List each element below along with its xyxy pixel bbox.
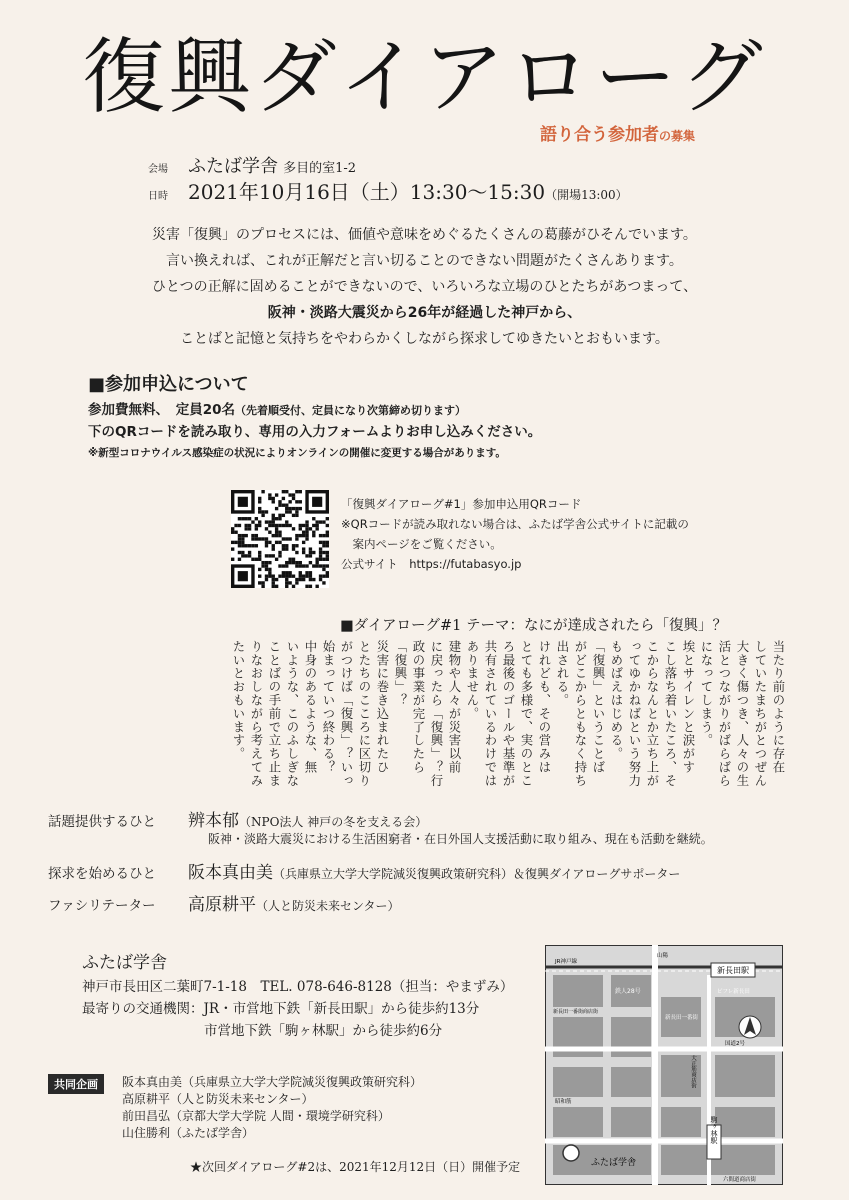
date-label: 日時 (148, 191, 168, 202)
person-name: 阪本真由美 (188, 863, 273, 883)
theme-column: がどこからともなく持ち (573, 640, 588, 788)
theme-column: に戻ったら「復興」？行 (429, 640, 444, 788)
kyodo-badge: 共同企画 (48, 1074, 104, 1094)
intro-line: ことばと記憶と気持ちをやわらかくしながら探求してゆきたいとおもいます。 (180, 331, 669, 347)
map-station-label: 駒ヶ林駅 (710, 1116, 718, 1144)
site-label: 公式サイト (341, 557, 398, 571)
application-heading: ■参加申込について (88, 374, 249, 395)
theme-column: ありません。 (465, 640, 480, 721)
kyodo-member: 山住勝利（ふたば学舎） (122, 1126, 255, 1140)
access-map[interactable] (545, 945, 783, 1185)
theme-column: 災害に巻き込まれたひ (375, 640, 390, 774)
theme-column: 埃とサイレンと涙がす (681, 640, 696, 774)
intro-line: 災害「復興」のプロセスには、価値や意味をめぐるたくさんの葛藤がひそんでいます。 (152, 227, 697, 243)
theme-column: 大きく傷つき、人々の生 (735, 640, 750, 788)
next-dialogue-note: ★次回ダイアローグ#2は、2021年12月12日（日）開催予定 (190, 1160, 521, 1174)
date-open: （開場13:00） (545, 188, 628, 202)
site-url-link[interactable]: https://futabasyo.jp (409, 557, 522, 571)
venue-access: 市営地下鉄「駒ヶ林駅」から徒歩約6分 (204, 1023, 443, 1039)
person-row (48, 858, 680, 883)
map-label: 六間道商店街 (723, 1177, 757, 1183)
person-role: ファシリテーター (48, 898, 156, 914)
venue-address: 神戸市長田区二葉町7-1-18 TEL. 078-646-8128（担当：やまずみ） (82, 979, 514, 995)
person-affiliation: （NPO法人 神戸の冬を支える会） (239, 815, 428, 829)
qr-caption: 「復興ダイアローグ#1」参加申込用QRコード (341, 497, 582, 511)
theme-column: 活とつながりがばらばら (717, 640, 732, 788)
theme-column: いような、このふしぎな (285, 640, 300, 788)
map-label: 鉄人28号 (615, 988, 641, 995)
theme-column: けれども、その営みは (537, 640, 552, 774)
application-fee (88, 398, 466, 418)
theme-column: 出される。 (555, 640, 570, 707)
date-value: 2021年10月16日（土）13:30〜15:30 (188, 180, 546, 204)
person-affiliation: （人と防災未来センター） (256, 899, 400, 913)
subtitle-main: 語り合う参加者 (540, 125, 659, 145)
person-row (48, 806, 427, 831)
page-subtitle (540, 120, 695, 145)
intro-line-emphasis: 阪神・淡路大震災から26年が経過した神戸から、 (267, 305, 582, 321)
fee-text: 参加費無料、 定員20名 (88, 402, 236, 418)
theme-column: ことばの手前で立ち止ま (267, 640, 282, 788)
map-label: 山陽 (657, 953, 669, 959)
map-label: JR神戸線 (555, 959, 577, 965)
kyodo-member: 高原耕平（人と防災未来センター） (122, 1092, 314, 1106)
map-station-label: 新長田駅 (717, 966, 749, 975)
theme-column: こからなんとか立ち上が (645, 640, 660, 788)
intro-text (0, 222, 849, 352)
theme-column: こし落ち着いたころ、そ (663, 640, 678, 788)
fee-note: （先着順受付、定員になり次第締め切ります） (235, 404, 467, 417)
venue-room: 多目的室1-2 (283, 161, 357, 176)
theme-column: 建物や人々が災害以前 (447, 640, 462, 774)
theme-column: もめばえはじめる。 (609, 640, 624, 761)
subtitle-small: の募集 (659, 129, 696, 143)
qr-instruction: 下のQRコードを読み取り、専用の入力フォームよりお申し込みください。 (88, 424, 542, 440)
page-title: 復興ダイアローグ (82, 30, 767, 125)
qr-code[interactable] (231, 490, 329, 588)
kyodo-member: 前田昌弘（京都大学大学院 人間・環境学研究科） (122, 1109, 390, 1123)
venue-title: ふたば学舎 (82, 953, 167, 973)
venue-label: 会場 (148, 164, 168, 175)
intro-line: 言い換えれば、これが正解だと言い切ることのできない問題がたくさんあります。 (166, 253, 683, 269)
map-label: 新長田一番街 (665, 1015, 699, 1021)
kyodo-member: 阪本真由美（兵庫県立大学大学院減災復興政策研究科） (122, 1075, 423, 1089)
intro-line: ひとつの正解に固めることができないので、いろいろな立場のひとたちがあつまって、 (151, 279, 698, 295)
venue-name: ふたば学舎 (188, 156, 278, 177)
theme-column: 中身のあるような、無 (303, 640, 318, 774)
map-label: 国道2号 (725, 1041, 745, 1047)
event-date-row (148, 176, 628, 205)
theme-column: たいとおもいます。 (231, 640, 246, 761)
theme-column: ろ最後のゴールや基準が (501, 640, 516, 788)
map-label: 昭和筋 (555, 1099, 572, 1105)
theme-column: ってゆかねばという努力 (627, 640, 642, 788)
theme-column: 「復興」ということば (591, 640, 606, 774)
qr-note: ※QRコードが読み取れない場合は、ふたば学舎公式サイトに記載の (341, 517, 689, 531)
venue-access: 最寄りの交通機関：JR・市営地下鉄「新長田駅」から徒歩約13分 (82, 1001, 480, 1017)
theme-column: 政の事業が完了したら (411, 640, 426, 774)
theme-column: がつけば「復興」？いっ (339, 640, 354, 788)
theme-column: 当たり前のように存在 (771, 640, 786, 774)
qr-info (341, 494, 689, 574)
qr-note: 案内ページをご覧ください。 (341, 537, 502, 551)
person-name: 辨本郁 (188, 811, 239, 831)
person-role: 話題提供するひと (48, 814, 156, 830)
map-venue-label: ふたば学舎 (591, 1158, 637, 1168)
map-label: 新長田一番街商店街 (553, 1009, 599, 1015)
map-label: 大正筋商店街 (690, 1055, 696, 1088)
theme-column: になってしまう。 (699, 640, 714, 748)
theme-heading: ■ダイアローグ#1 テーマ：なにが達成されたら「復興」？ (340, 618, 727, 634)
theme-column: 「復興」？ (393, 640, 408, 707)
theme-column: していたまちがとつぜん (753, 640, 768, 788)
theme-column: とても多様で、実のとこ (519, 640, 534, 788)
person-row (48, 890, 400, 915)
theme-column: とたちのこころに区切り (357, 640, 372, 788)
theme-column: 共有されているわけでは (483, 640, 498, 788)
theme-column: りなおしながら考えてみ (249, 640, 264, 788)
person-note: 阪神・淡路大震災における生活困窮者・在日外国人支援活動に取り組み、現在も活動を継続。 (208, 832, 713, 846)
person-affiliation: （兵庫県立大学大学院減災復興政策研究科）＆復興ダイアローグサポーター (273, 867, 681, 881)
covid-note: ※新型コロナウイルス感染症の状況によりオンラインの開催に変更する場合があります。 (88, 447, 506, 459)
event-venue-row (148, 152, 356, 178)
map-label: ピフレ新長田 (717, 989, 750, 995)
theme-column: 始まっていつ終わる？ (321, 640, 336, 774)
person-role: 探求を始めるひと (48, 866, 156, 882)
person-name: 高原耕平 (188, 895, 256, 915)
